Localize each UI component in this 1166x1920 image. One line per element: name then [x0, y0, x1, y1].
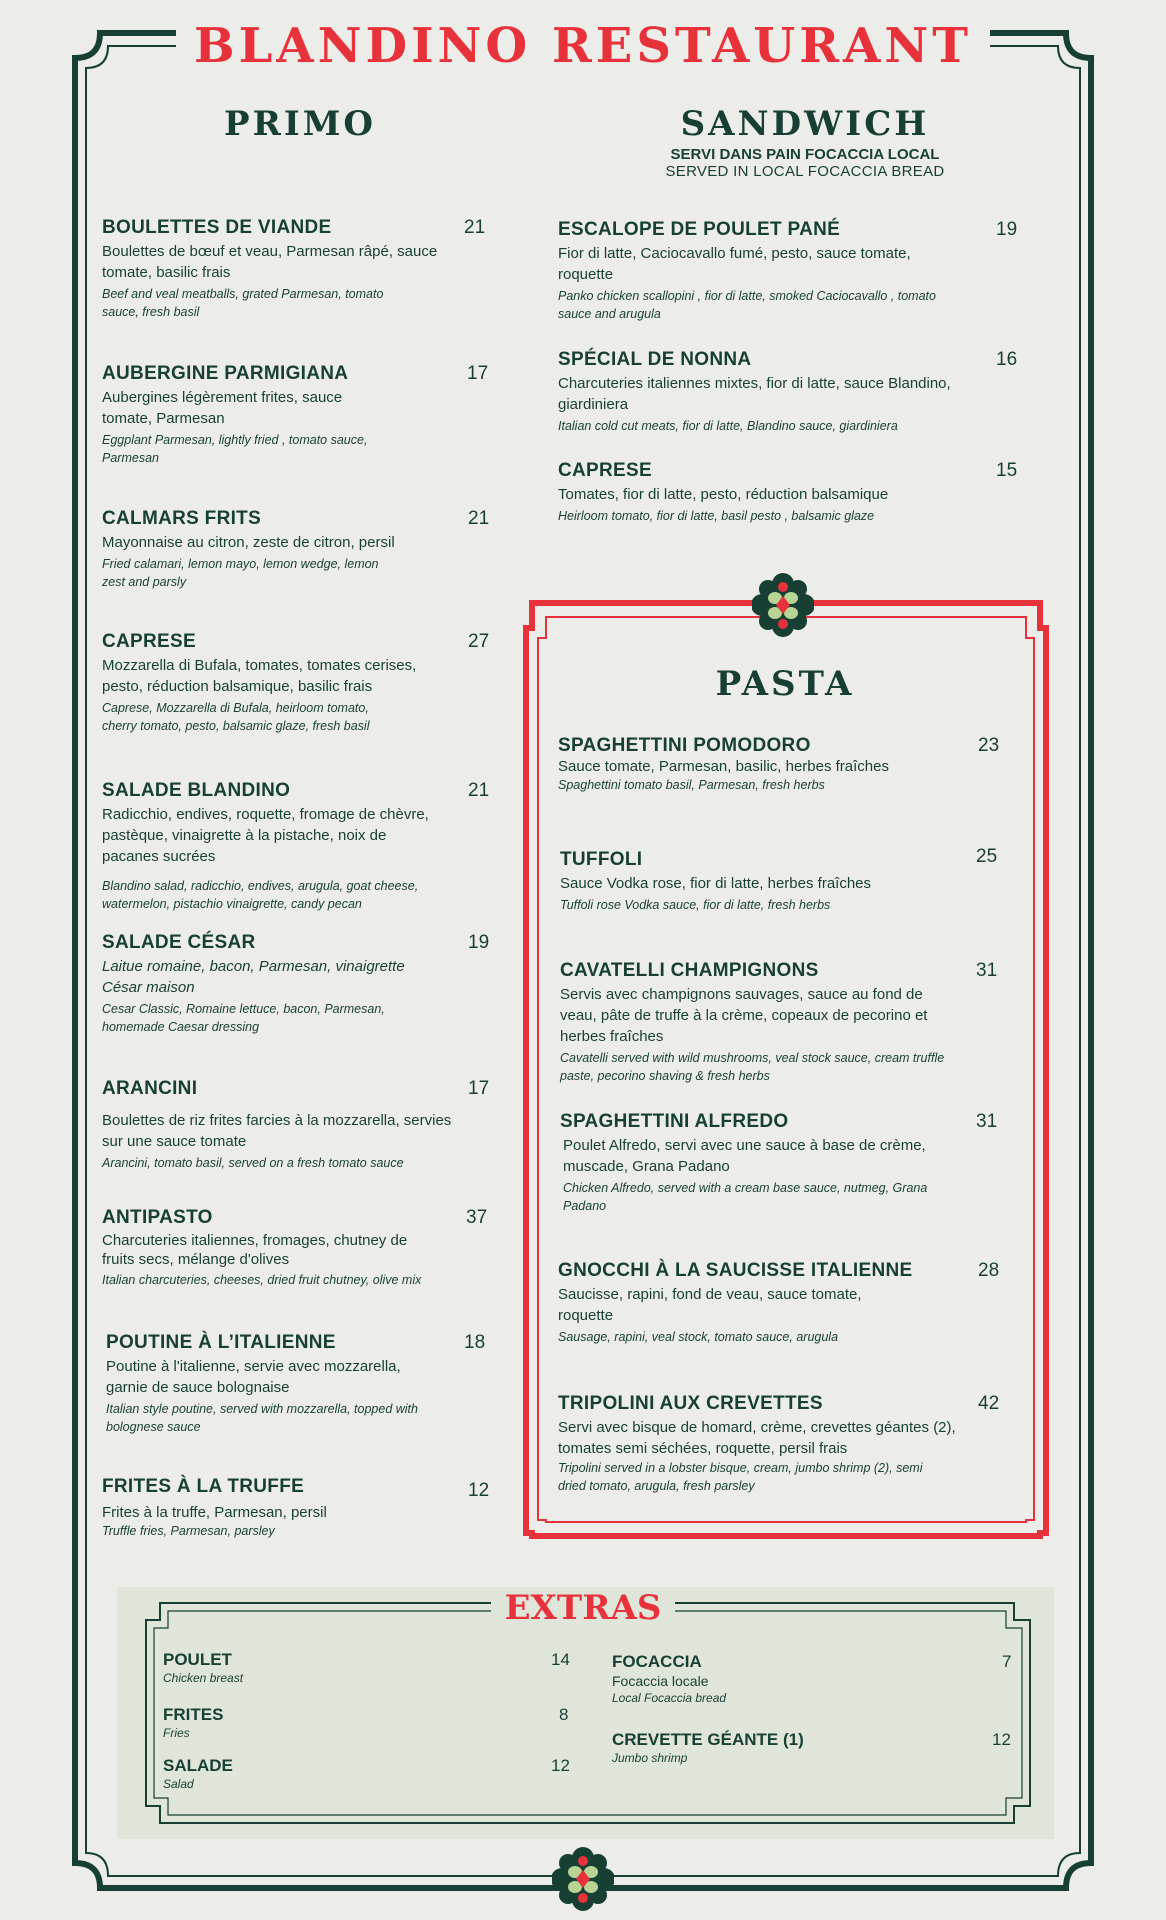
- item-price: 37: [466, 1207, 488, 1228]
- item-name: TUFFOLI: [560, 849, 643, 870]
- item-name: SPÉCIAL DE NONNA: [558, 349, 752, 370]
- item-description-en: Sausage, rapini, veal stock, tomato sauce, arugula: [558, 1330, 839, 1344]
- menu-item: [560, 846, 998, 914]
- item-description-fr: Poulet Alfredo, servi avec une sauce à base de crème, muscade, Grana Padano: [563, 1137, 926, 1175]
- item-price: 19: [468, 932, 490, 953]
- item-price: 28: [978, 1260, 1000, 1281]
- item-name: AUBERGINE PARMIGIANA: [102, 363, 349, 384]
- item-description-en: Blandino salad, radicchio, endives, arugula, goat cheese, watermelon, pistachio vinaigrette, candy pecan: [102, 879, 419, 911]
- menu-item: [560, 1111, 998, 1215]
- item-description-fr: Charcuteries italiennes, fromages, chutney de fruits secs, mélange d'olives: [102, 1232, 408, 1268]
- item-price: 27: [468, 631, 490, 652]
- item-price: 16: [996, 349, 1018, 370]
- item-description-fr: Charcuteries italiennes mixtes, fior di latte, sauce Blandino, giardiniera: [558, 375, 951, 413]
- item-description-fr: Aubergines légèrement frites, sauce tomate, Parmesan: [102, 389, 343, 427]
- menu-item: [102, 1078, 490, 1172]
- item-description-en: Caprese, Mozzarella di Bufala, heirloom tomato, cherry tomato, pesto, balsamic glaze, fresh basil: [102, 701, 370, 733]
- menu-item: [102, 217, 486, 321]
- item-name: FRITES: [163, 1705, 224, 1724]
- item-description-fr: Frites à la truffe, Parmesan, persil: [102, 1504, 327, 1521]
- item-description-fr: Sauce Vodka rose, fior di latte, herbes fraîches: [560, 875, 872, 892]
- item-description-en: Italian style poutine, served with mozzarella, topped with bolognese sauce: [106, 1402, 418, 1434]
- menu-item: [102, 932, 490, 1036]
- menu-item: [558, 1393, 1000, 1495]
- extras-item: [163, 1705, 568, 1741]
- item-price: 19: [996, 219, 1018, 240]
- item-name: FRITES À LA TRUFFE: [102, 1476, 305, 1497]
- flower-ornament-icon: [752, 572, 814, 638]
- menu-item: [558, 1260, 1000, 1346]
- menu-item: [102, 631, 490, 735]
- restaurant-title: BLANDINO RESTAURANT: [0, 18, 1166, 74]
- item-name: ANTIPASTO: [102, 1207, 213, 1228]
- item-name: TRIPOLINI AUX CREVETTES: [558, 1393, 823, 1414]
- menu-item: [106, 1332, 486, 1436]
- item-description-en: Arancini, tomato basil, served on a fresh tomato sauce: [102, 1156, 404, 1170]
- item-description-fr: Boulettes de riz frites farcies à la mozzarella, servies sur une sauce tomate: [102, 1112, 452, 1150]
- menu-item: [558, 735, 1000, 794]
- item-description-en: Heirloom tomato, fior di latte, basil pesto , balsamic glaze: [558, 509, 875, 523]
- sandwich-subtitle-fr: SERVI DANS PAIN FOCACCIA LOCAL: [670, 146, 940, 163]
- extras-item: [163, 1650, 568, 1686]
- item-description-en: Eggplant Parmesan, lightly fried , tomato sauce, Parmesan: [102, 433, 368, 465]
- menu-item: [102, 780, 490, 913]
- item-price: 12: [992, 1730, 1011, 1749]
- item-name: CAVATELLI CHAMPIGNONS: [560, 960, 819, 981]
- item-description-en: Local Focaccia bread: [612, 1691, 727, 1705]
- sandwich-subtitle-en: SERVED IN LOCAL FOCACCIA BREAD: [665, 163, 945, 180]
- item-description-fr: Servi avec bisque de homard, crème, crevettes géantes (2), tomates semi séchées, roquette, persil frais: [558, 1419, 956, 1457]
- item-price: 21: [468, 780, 490, 801]
- item-description-en: Truffle fries, Parmesan, parsley: [102, 1524, 275, 1538]
- item-price: 8: [559, 1705, 569, 1724]
- item-description-en: Panko chicken scallopini , fior di latte, smoked Caciocavallo , tomato sauce and arugula: [558, 289, 936, 321]
- item-description-en: Chicken breast: [163, 1671, 244, 1685]
- primo-heading: PRIMO: [224, 104, 376, 144]
- item-price: 23: [978, 735, 1000, 756]
- item-price: 21: [464, 217, 486, 238]
- extras-item: [612, 1730, 1012, 1766]
- item-name: SPAGHETTINI POMODORO: [558, 735, 811, 756]
- item-description-en: Tripolini served in a lobster bisque, cream, jumbo shrimp (2), semi dried tomato, arugula, fresh parsley: [558, 1461, 923, 1493]
- item-description-en: Jumbo shrimp: [612, 1751, 688, 1765]
- item-name: SALADE CÉSAR: [102, 932, 256, 953]
- item-price: 18: [464, 1332, 486, 1353]
- item-price: 7: [1002, 1652, 1012, 1671]
- item-description-en: Fried calamari, lemon mayo, lemon wedge, lemon zest and parsly: [102, 557, 379, 589]
- item-name: BOULETTES DE VIANDE: [102, 217, 332, 238]
- item-description-en: Italian cold cut meats, fior di latte, Blandino sauce, giardiniera: [558, 419, 898, 433]
- item-name: CALMARS FRITS: [102, 508, 262, 529]
- menu-item: [102, 1207, 488, 1289]
- item-description-fr: Fior di latte, Caciocavallo fumé, pesto, sauce tomate, roquette: [558, 245, 911, 283]
- item-name: POUTINE À L’ITALIENNE: [106, 1332, 336, 1353]
- sandwich-heading: SANDWICH: [680, 104, 930, 144]
- item-description-fr: Laitue romaine, bacon, Parmesan, vinaigrette César maison: [102, 958, 405, 996]
- item-price: 15: [996, 460, 1018, 481]
- menu-item: [102, 1476, 490, 1540]
- item-description-en: Spaghettini tomato basil, Parmesan, fresh herbs: [558, 778, 825, 792]
- item-price: 14: [551, 1650, 570, 1669]
- menu-item: [558, 460, 1018, 525]
- item-price: 17: [467, 363, 489, 384]
- item-price: 42: [978, 1393, 1000, 1414]
- flower-ornament-bottom-icon: [552, 1846, 614, 1912]
- item-price: 25: [976, 846, 998, 867]
- item-name: SALADE: [163, 1756, 233, 1775]
- item-price: 21: [468, 508, 490, 529]
- item-description-en: Cesar Classic, Romaine lettuce, bacon, Parmesan, homemade Caesar dressing: [102, 1002, 385, 1034]
- item-description-en: Fries: [163, 1726, 190, 1740]
- item-description-en: Cavatelli served with wild mushrooms, veal stock sauce, cream truffle paste, pecorino shaving & fresh herbs: [560, 1051, 945, 1083]
- menu-item: [102, 363, 489, 467]
- item-name: FOCACCIA: [612, 1652, 702, 1671]
- item-description-fr: Servis avec champignons sauvages, sauce au fond de veau, pâte de truffe à la crème, copeaux de pecorino et herbes fraîches: [560, 986, 928, 1045]
- item-description-fr: Sauce tomate, Parmesan, basilic, herbes fraîches: [558, 758, 889, 775]
- item-description-fr: Boulettes de bœuf et veau, Parmesan râpé, sauce tomate, basilic frais: [102, 243, 438, 281]
- item-description-fr: Mozzarella di Bufala, tomates, tomates cerises, pesto, réduction balsamique, basilic frais: [102, 657, 417, 695]
- menu-item: [102, 508, 490, 591]
- item-description-en: Italian charcuteries, cheeses, dried fruit chutney, olive mix: [102, 1273, 422, 1287]
- item-description-fr: Mayonnaise au citron, zeste de citron, persil: [102, 534, 395, 551]
- extras-item: [163, 1756, 568, 1792]
- extras-item: [612, 1652, 1012, 1706]
- item-description-en: Beef and veal meatballs, grated Parmesan, tomato sauce, fresh basil: [102, 287, 384, 319]
- item-description-fr: Poutine à l'italienne, servie avec mozzarella, garnie de sauce bolognaise: [106, 1358, 401, 1396]
- item-description-en: Chicken Alfredo, served with a cream base sauce, nutmeg, Grana Padano: [563, 1181, 928, 1213]
- item-price: 31: [976, 1111, 998, 1132]
- menu-item: [558, 219, 1018, 323]
- item-name: ESCALOPE DE POULET PANÉ: [558, 219, 841, 240]
- menu-item: [560, 960, 998, 1085]
- item-description-fr: Tomates, fior di latte, pesto, réduction balsamique: [558, 486, 889, 503]
- item-description-en: Salad: [163, 1777, 194, 1791]
- item-name: SPAGHETTINI ALFREDO: [560, 1111, 789, 1132]
- item-name: SALADE BLANDINO: [102, 780, 291, 801]
- item-name: CAPRESE: [102, 631, 196, 652]
- menu-item: [558, 349, 1018, 435]
- item-description-fr: Saucisse, rapini, fond de veau, sauce tomate, roquette: [558, 1286, 862, 1324]
- item-name: CREVETTE GÉANTE (1): [612, 1730, 804, 1749]
- item-price: 12: [468, 1480, 490, 1501]
- item-description-fr: Focaccia locale: [612, 1673, 709, 1689]
- item-price: 31: [976, 960, 998, 981]
- pasta-heading: PASTA: [715, 664, 855, 704]
- item-price: 12: [551, 1756, 570, 1775]
- item-description-en: Tuffoli rose Vodka sauce, fior di latte, fresh herbs: [560, 898, 831, 912]
- item-name: GNOCCHI À LA SAUCISSE ITALIENNE: [558, 1260, 913, 1281]
- extras-heading: EXTRAS: [0, 1588, 1166, 1628]
- item-name: ARANCINI: [102, 1078, 198, 1099]
- item-description-fr: Radicchio, endives, roquette, fromage de chèvre, pastèque, vinaigrette à la pistache, noix de pacanes sucrées: [102, 806, 429, 865]
- item-name: CAPRESE: [558, 460, 652, 481]
- item-name: POULET: [163, 1650, 232, 1669]
- item-price: 17: [468, 1078, 490, 1099]
